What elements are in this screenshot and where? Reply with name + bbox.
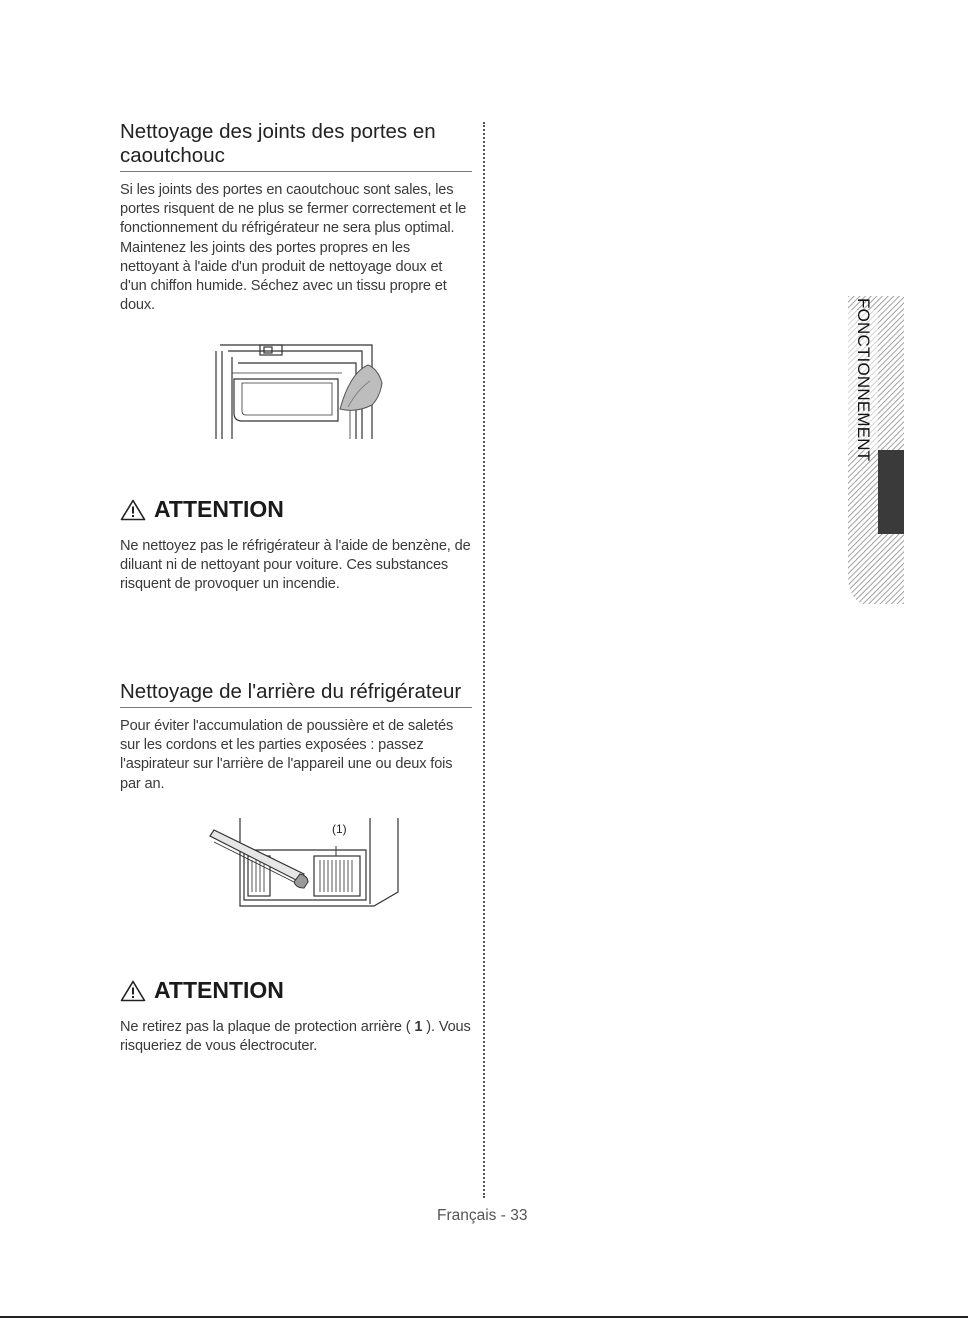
attention-body-text: Ne retirez pas la plaque de protection arrière ( (120, 1019, 415, 1035)
attention-block-2 (120, 977, 472, 1056)
section-body: Si les joints des portes en caoutchouc sont sales, les portes risquent de ne plus se fermer correctement et le fonctionnement du réfrigérateur ne sera plus optimal. Maintenez les joints des portes propres en les nettoyant à l'aide d'un produit de nettoyage doux et d'un chiffon humide. Séchez avec un tissu propre et doux. (120, 182, 467, 314)
page-number: Français - 33 (437, 1207, 528, 1224)
figure-callout-label: (1) (332, 822, 347, 836)
attention-body-text-end: ). Vous risqueriez de vous électrocuter. (120, 1019, 471, 1055)
warning-triangle-icon (120, 499, 146, 521)
section-title: Nettoyage de l'arrière du réfrigérateur (120, 680, 472, 708)
section-title: Nettoyage des joints des portes en caoutchouc (120, 120, 472, 172)
attention-label: ATTENTION (154, 977, 284, 1003)
vacuum-illustration (208, 816, 404, 916)
column-divider (483, 122, 485, 1198)
chapter-side-tab-label: FONCTIONNEMENT (854, 298, 873, 462)
section-body: Pour éviter l'accumulation de poussière et de saletés sur les cordons et les parties exposées : passez l'aspirateur sur l'arrière de l'appareil une ou deux fois par an. (120, 718, 454, 792)
vacuum-drawing (208, 816, 404, 916)
attention-body (120, 1018, 472, 1056)
attention-heading (120, 977, 472, 1004)
attention-heading (120, 496, 472, 523)
bottom-rule (0, 1316, 968, 1318)
attention-label: ATTENTION (154, 496, 284, 522)
section-refrigerator-back (120, 680, 472, 794)
callout-number: 1 (414, 1019, 423, 1035)
section-door-gaskets (120, 120, 472, 315)
attention-body: Ne nettoyez pas le réfrigérateur à l'aide de benzène, de diluant ni de nettoyant pour voiture. Ces substances risquent de provoquer un incendie. (120, 538, 471, 593)
gasket-cleaning-illustration (212, 337, 390, 441)
attention-block-1 (120, 496, 472, 595)
warning-triangle-icon (120, 980, 146, 1002)
